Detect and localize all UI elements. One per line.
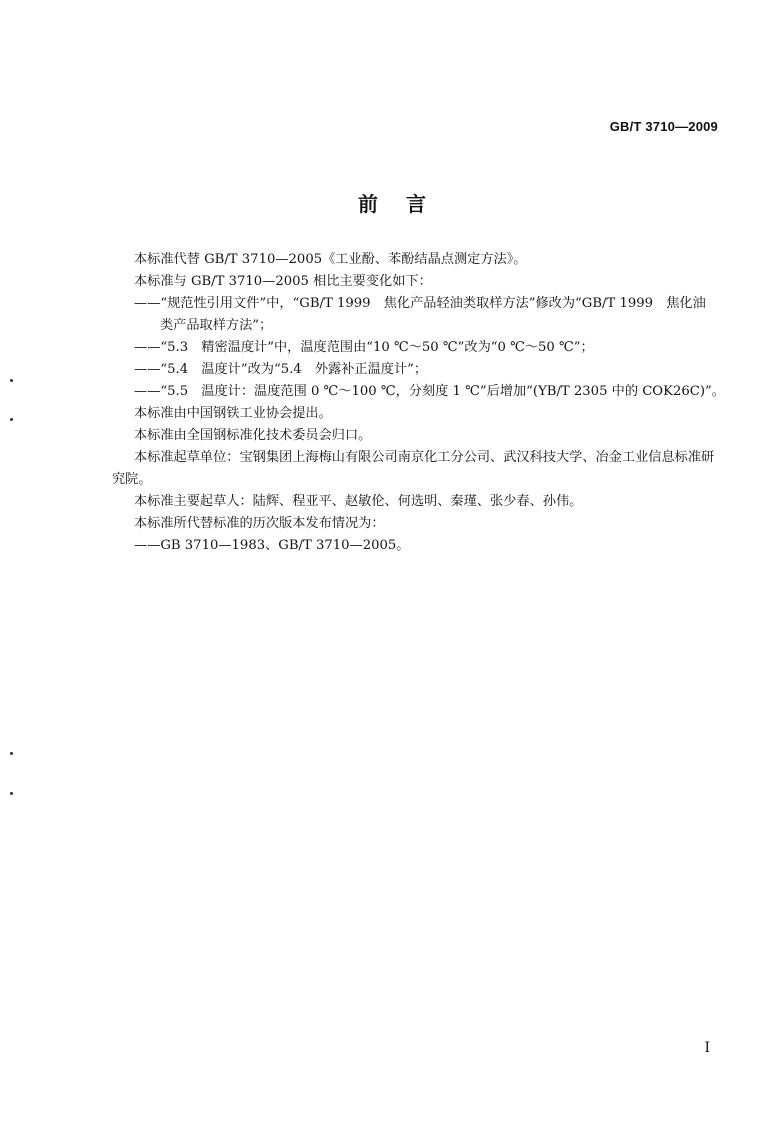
title-char-2: 言 — [406, 192, 426, 216]
foreword-body — [112, 249, 724, 557]
paragraph-changes-intro: 本标准与 GB/T 3710—2005 相比主要变化如下： — [134, 274, 432, 289]
scan-mark — [10, 418, 13, 421]
page-number: I — [704, 1040, 710, 1056]
scan-mark — [10, 792, 13, 795]
change-item-3: ——“5.4 温度计”改为“5.4 外露补正温度计”； — [134, 362, 428, 377]
scan-mark — [10, 752, 13, 755]
change-item-1: ——“规范性引用文件”中，“GB/T 1999 焦化产品轻油类取样方法”修改为“GB/T 1999 焦化油 — [134, 296, 706, 311]
history-item: ——GB 3710—1983、GB/T 3710—2005。 — [134, 538, 410, 553]
paragraph-proposed-by: 本标准由中国钢铁工业协会提出。 — [134, 406, 332, 421]
scan-mark — [10, 379, 13, 382]
paragraph-administered-by: 本标准由全国钢标准化技术委员会归口。 — [134, 428, 372, 443]
paragraph-drafters: 本标准主要起草人：陆辉、程亚平、赵敏伦、何选明、秦瑾、张少春、孙伟。 — [134, 494, 583, 509]
paragraph-replaces: 本标准代替 GB/T 3710—2005《工业酚、苯酚结晶点测定方法》。 — [134, 252, 527, 267]
change-item-4: ——“5.5 温度计：温度范围 0 ℃～100 ℃，分刻度 1 ℃”后增加“(YB/T 2305 中的 COK26C)”。 — [134, 384, 725, 399]
change-item-1-continued: 类产品取样方法”； — [160, 318, 273, 333]
standard-code: GB/T 3710—2009 — [609, 119, 718, 134]
page-title — [0, 188, 784, 217]
change-item-2: ——“5.3 精密温度计”中，温度范围由“10 ℃～50 ℃”改为“0 ℃～50 ℃”； — [134, 340, 594, 355]
paragraph-drafting-units: 本标准起草单位：宝钢集团上海梅山有限公司南京化工分公司、武汉科技大学、冶金工业信息标准研究院。 — [112, 450, 715, 487]
paragraph-history-intro: 本标准所代替标准的历次版本发布情况为： — [134, 516, 385, 531]
title-char-1: 前 — [358, 192, 378, 216]
